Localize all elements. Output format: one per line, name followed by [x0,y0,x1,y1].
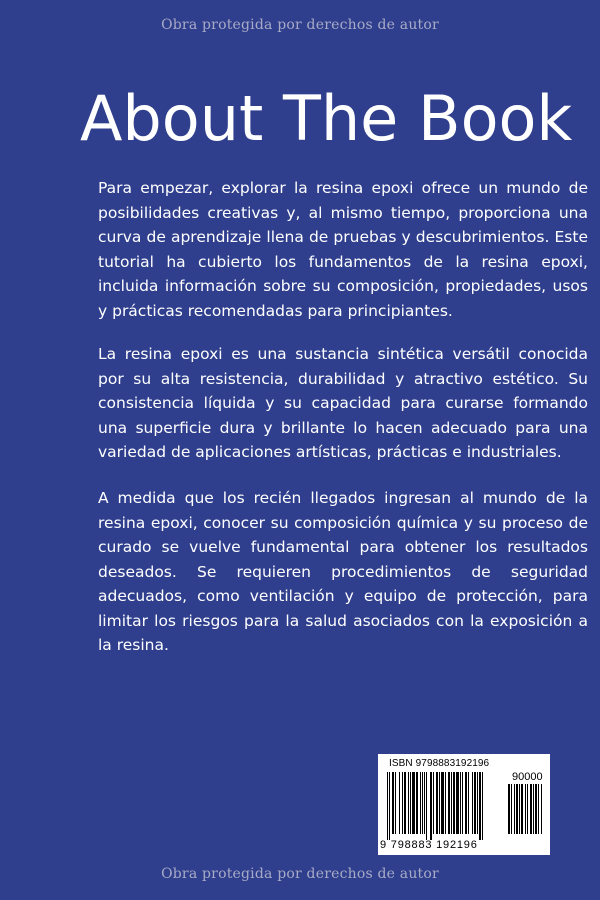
page-title: About The Book [80,82,573,155]
body-paragraph-2: La resina epoxi es una sustancia sintética versátil conocida por su alta resistencia, durabilidad y atractivo estético. Su consistencia líquida y su capacidad para curarse formando una superficie dura y brillante lo hacen adecuado para una variedad de aplicaciones artísticas, prácticas e industriales. [98,345,588,461]
copyright-watermark-bottom: Obra protegida por derechos de autor [161,866,439,882]
addon-barcode-bars-icon [508,784,544,840]
isbn-barcode [378,754,550,855]
ean-digits: 9 798883 192196 [380,839,478,851]
body-paragraph-1: Para empezar, explorar la resina epoxi ofrece un mundo de posibilidades creativas y, al mismo tiempo, proporciona una curva de aprendizaje llena de pruebas y descubrimientos. Este tutorial ha cubierto los fundamentos de la resina epoxi, incluida información sobre su composición, propiedades, usos y prácticas recomendadas para principiantes. [98,179,588,320]
price-code: 90000 [512,771,543,783]
barcode-bars-icon [387,772,505,840]
isbn-label: ISBN 9798883192196 [389,758,490,769]
copyright-watermark-top: Obra protegida por derechos de autor [161,17,439,33]
body-paragraph-3: A medida que los recién llegados ingresan al mundo de la resina epoxi, conocer su composición química y su proceso de curado se vuelve fundamental para obtener los resultados deseados. Se requieren procedimientos de seguridad adecuados, como ventilación y equipo de protección, para limitar los riesgos para la salud asociados con la exposición a la resina. [98,489,588,654]
